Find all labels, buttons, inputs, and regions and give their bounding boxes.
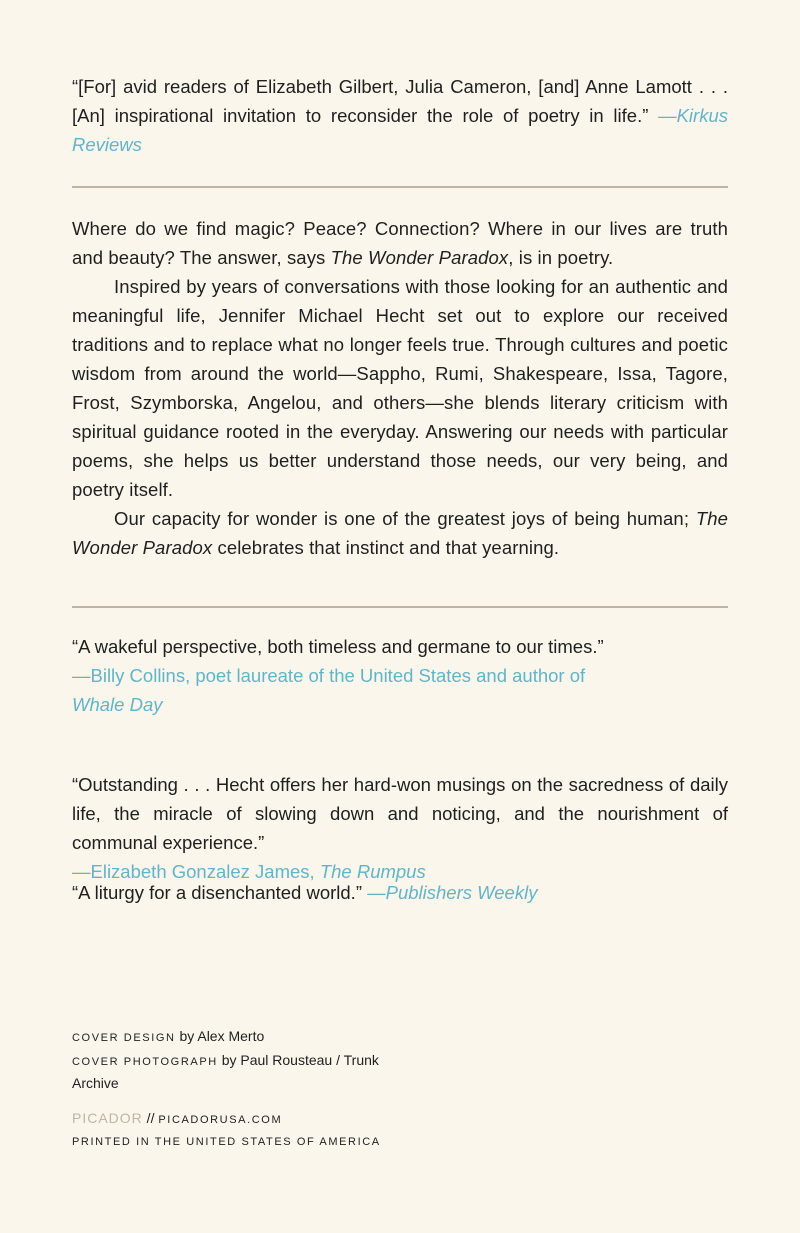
blurb-attribution: —Publishers Weekly: [367, 882, 538, 903]
blurb-text: “A wakeful perspective, both timeless and germane to our times.”: [72, 636, 604, 657]
blurb-attribution: —Elizabeth Gonzalez James,: [72, 861, 320, 882]
book-description: [72, 214, 728, 562]
book-title: The Wonder Paradox: [330, 247, 509, 268]
top-quote: [72, 72, 728, 159]
publisher-logo: PICADOR: [72, 1110, 143, 1126]
description-paragraph-2: Inspired by years of conversations with those looking for an authentic and meaningful life, Jennifer Michael Hecht set out to explore our received traditions and to replace what no longer feels true. Through cultures and poetic wisdom from around the world—Sappho, Rumi, Shakespeare, Issa, Tagore, Frost, Szymborska, Angelou, and others—she blends literary criticism with spiritual guidance rooted in the everyday. Answering our needs with particular poems, she helps us better understand those needs, our very being, and poetry itself.: [72, 276, 728, 500]
top-quote-attribution: —Kirkus Reviews: [72, 105, 728, 155]
top-quote-text: “[For] avid readers of Elizabeth Gilbert, Julia Cameron, [and] Anne Lamott . . . [An] inspirational invitation to reconsider the role of poetry in life.”: [72, 76, 728, 126]
printed-in: PRINTED IN THE UNITED STATES OF AMERICA: [72, 1136, 381, 1148]
divider-top: [72, 186, 728, 188]
blurb: [72, 878, 728, 907]
publisher-line: PICADOR // PICADORUSA.COM: [72, 1110, 283, 1126]
blurb: [72, 632, 728, 719]
divider-middle: [72, 606, 728, 608]
book-title: The Wonder Paradox: [72, 508, 728, 558]
blurb-work: The Rumpus: [319, 861, 426, 882]
publisher-website: PICADORUSA.COM: [158, 1114, 283, 1126]
blurb-work: Whale Day: [72, 694, 163, 715]
cover-design-credit: COVER DESIGN by Alex Merto: [72, 1028, 265, 1044]
description-paragraph-3: Our capacity for wonder is one of the greatest joys of being human; The Wonder Paradox celebrates that instinct and that yearning.: [72, 508, 728, 558]
blurb-text: “A liturgy for a disenchanted world.”: [72, 882, 368, 903]
blurb: [72, 770, 728, 886]
blurb-text: “Outstanding . . . Hecht offers her hard-won musings on the sacredness of daily life, the miracle of slowing down and noticing, and the nourishment of communal experience.”: [72, 774, 728, 853]
cover-photo-credit: COVER PHOTOGRAPH by Paul Rousteau / Trunk Archive: [72, 1052, 379, 1091]
description-paragraph-1: Where do we find magic? Peace? Connection? Where in our lives are truth and beauty? The answer, says The Wonder Paradox, is in poetry.: [72, 218, 728, 268]
blurb-attribution: —Billy Collins, poet laureate of the United States and author of: [72, 665, 586, 686]
